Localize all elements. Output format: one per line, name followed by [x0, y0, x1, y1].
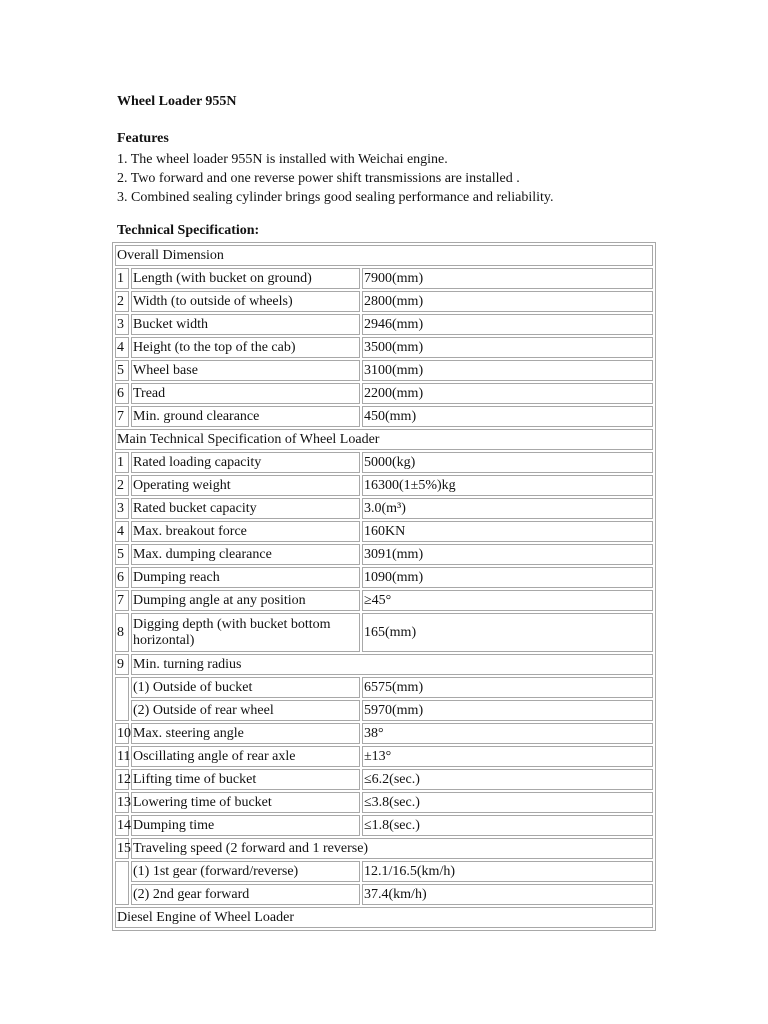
table-row [115, 291, 653, 312]
table-row [115, 521, 653, 542]
row-number-cell: 13 [115, 792, 129, 813]
row-label-cell: Rated bucket capacity [131, 498, 360, 519]
feature-item: 3. Combined sealing cylinder brings good sealing performance and reliability. [117, 190, 554, 205]
row-label-cell: Traveling speed (2 forward and 1 reverse) [131, 838, 653, 859]
table-row [115, 498, 653, 519]
spec-table [112, 242, 656, 931]
table-row [115, 792, 653, 813]
row-label-cell: Wheel base [131, 360, 360, 381]
table-row [115, 861, 653, 882]
row-number-cell: 6 [115, 383, 129, 404]
table-row [115, 567, 653, 588]
table-row [115, 654, 653, 675]
sub-row-label-cell: (1) 1st gear (forward/reverse) [131, 861, 360, 882]
feature-item: 2. Two forward and one reverse power shift transmissions are installed . [117, 171, 520, 186]
row-label-cell: Bucket width [131, 314, 360, 335]
row-label-cell: Lifting time of bucket [131, 769, 360, 790]
row-label-cell: Max. breakout force [131, 521, 360, 542]
section-header-cell: Diesel Engine of Wheel Loader [115, 907, 653, 928]
row-number-cell: 6 [115, 567, 129, 588]
table-row [115, 838, 653, 859]
features-list [117, 150, 553, 207]
table-row [115, 337, 653, 358]
row-value-cell: ±13° [362, 746, 653, 767]
row-number-cell: 5 [115, 360, 129, 381]
table-row [115, 452, 653, 473]
sub-row-label-cell: (2) Outside of rear wheel [131, 700, 360, 721]
feature-item: 1. The wheel loader 955N is installed with Weichai engine. [117, 152, 448, 167]
row-number-cell: 1 [115, 268, 129, 289]
row-label-cell: Operating weight [131, 475, 360, 496]
table-row [115, 815, 653, 836]
row-number-cell: 5 [115, 544, 129, 565]
spec-heading: Technical Specification: [117, 223, 260, 238]
row-number-cell: 3 [115, 314, 129, 335]
row-value-cell: 165(mm) [362, 613, 653, 652]
row-value-cell: 3.0(m³) [362, 498, 653, 519]
sub-row-value-cell: 5970(mm) [362, 700, 653, 721]
row-label-cell: Dumping time [131, 815, 360, 836]
row-label-cell: Dumping angle at any position [131, 590, 360, 611]
row-number-cell: 7 [115, 590, 129, 611]
row-value-cell: 5000(kg) [362, 452, 653, 473]
table-row [115, 700, 653, 721]
row-number-cell: 11 [115, 746, 129, 767]
row-label-cell: Length (with bucket on ground) [131, 268, 360, 289]
row-number-cell: 15 [115, 838, 129, 859]
row-number-cell: 8 [115, 613, 129, 652]
table-row [115, 723, 653, 744]
sub-row-value-cell: 6575(mm) [362, 677, 653, 698]
row-value-cell: 2800(mm) [362, 291, 653, 312]
table-row [115, 746, 653, 767]
table-row [115, 884, 653, 905]
table-row [115, 429, 653, 450]
row-value-cell: ≤1.8(sec.) [362, 815, 653, 836]
table-row [115, 677, 653, 698]
row-value-cell: ≤6.2(sec.) [362, 769, 653, 790]
row-label-cell: Digging depth (with bucket bottom horizontal) [131, 613, 360, 652]
row-label-cell: Max. steering angle [131, 723, 360, 744]
row-label-cell: Dumping reach [131, 567, 360, 588]
row-label-cell: Oscillating angle of rear axle [131, 746, 360, 767]
row-number-cell: 3 [115, 498, 129, 519]
row-number-cell: 2 [115, 475, 129, 496]
table-row [115, 590, 653, 611]
row-value-cell: 450(mm) [362, 406, 653, 427]
section-header-cell: Overall Dimension [115, 245, 653, 266]
row-number-cell: 12 [115, 769, 129, 790]
table-row [115, 268, 653, 289]
row-number-cell: 4 [115, 521, 129, 542]
table-row [115, 475, 653, 496]
sub-row-value-cell: 12.1/16.5(km/h) [362, 861, 653, 882]
sub-row-label-cell: (1) Outside of bucket [131, 677, 360, 698]
row-value-cell: 7900(mm) [362, 268, 653, 289]
row-value-cell: 3091(mm) [362, 544, 653, 565]
row-value-cell: 2200(mm) [362, 383, 653, 404]
row-number-cell: 14 [115, 815, 129, 836]
row-value-cell: 1090(mm) [362, 567, 653, 588]
row-value-cell: 38° [362, 723, 653, 744]
row-value-cell: 160KN [362, 521, 653, 542]
row-label-cell: Lowering time of bucket [131, 792, 360, 813]
row-number-cell: 2 [115, 291, 129, 312]
table-row [115, 769, 653, 790]
row-label-cell: Width (to outside of wheels) [131, 291, 360, 312]
row-number-spacer-cell [115, 677, 129, 721]
row-value-cell: 3100(mm) [362, 360, 653, 381]
table-row [115, 613, 653, 652]
features-heading: Features [117, 131, 169, 146]
row-label-cell: Rated loading capacity [131, 452, 360, 473]
row-number-spacer-cell [115, 861, 129, 905]
sub-row-value-cell: 37.4(km/h) [362, 884, 653, 905]
row-label-cell: Tread [131, 383, 360, 404]
spec-table-body [115, 245, 653, 928]
sub-row-label-cell: (2) 2nd gear forward [131, 884, 360, 905]
row-number-cell: 7 [115, 406, 129, 427]
row-number-cell: 9 [115, 654, 129, 675]
row-label-cell: Height (to the top of the cab) [131, 337, 360, 358]
document-title: Wheel Loader 955N [117, 94, 237, 109]
row-number-cell: 10 [115, 723, 129, 744]
row-value-cell: 3500(mm) [362, 337, 653, 358]
table-row [115, 360, 653, 381]
row-number-cell: 1 [115, 452, 129, 473]
row-label-cell: Max. dumping clearance [131, 544, 360, 565]
table-row [115, 245, 653, 266]
table-row [115, 406, 653, 427]
row-label-cell: Min. turning radius [131, 654, 653, 675]
table-row [115, 544, 653, 565]
row-value-cell: 2946(mm) [362, 314, 653, 335]
row-number-cell: 4 [115, 337, 129, 358]
table-row [115, 383, 653, 404]
table-row [115, 907, 653, 928]
row-label-cell: Min. ground clearance [131, 406, 360, 427]
row-value-cell: 16300(1±5%)kg [362, 475, 653, 496]
row-value-cell: ≥45° [362, 590, 653, 611]
section-header-cell: Main Technical Specification of Wheel Loader [115, 429, 653, 450]
row-value-cell: ≤3.8(sec.) [362, 792, 653, 813]
table-row [115, 314, 653, 335]
